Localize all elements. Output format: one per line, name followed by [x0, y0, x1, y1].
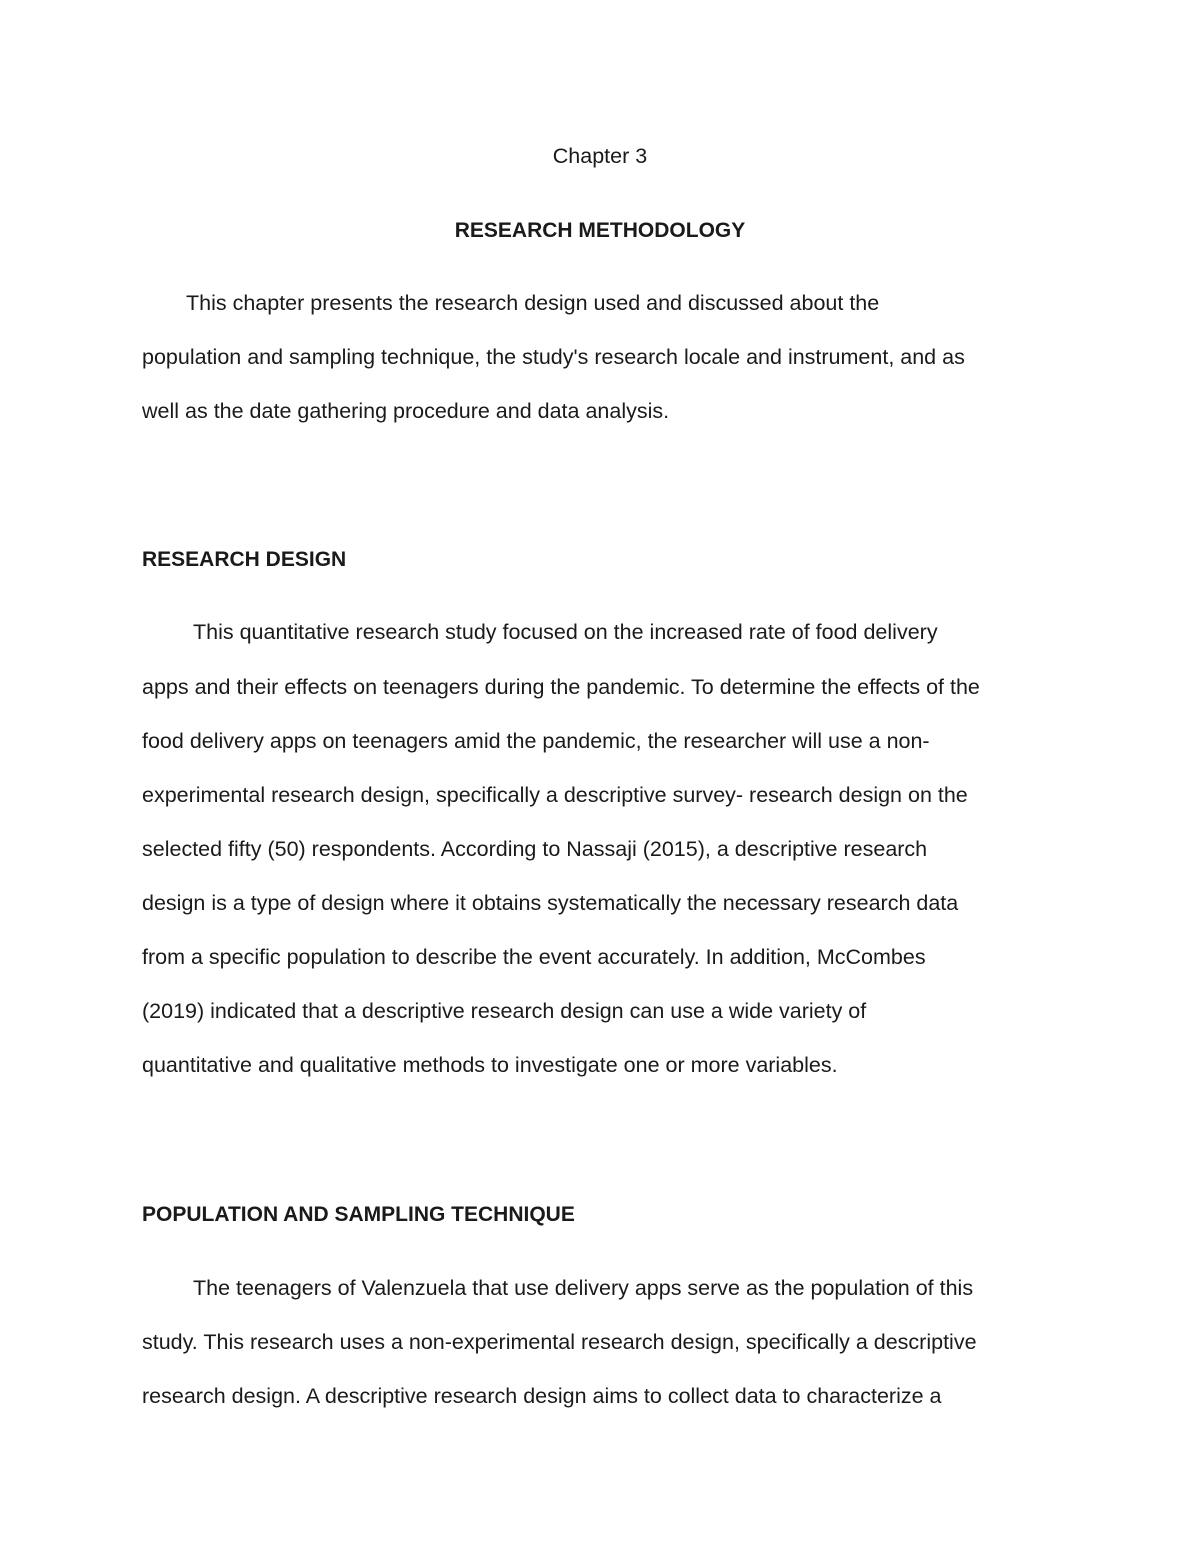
paragraph-line: This chapter presents the research design used and discussed about the [186, 291, 880, 315]
paragraph-line: from a specific population to describe the event accurately. In addition, McCombes [142, 945, 926, 969]
paragraph-line: research design. A descriptive research design aims to collect data to characterize a [142, 1384, 942, 1408]
paragraph-line: study. This research uses a non-experimental research design, specifically a descriptive [142, 1330, 977, 1354]
paragraph-line: food delivery apps on teenagers amid the pandemic, the researcher will use a non- [142, 729, 930, 753]
paragraph-line: The teenagers of Valenzuela that use delivery apps serve as the population of this [193, 1276, 974, 1300]
paragraph-line: (2019) indicated that a descriptive research design can use a wide variety of [142, 999, 867, 1023]
page-title: RESEARCH METHODOLOGY [454, 219, 746, 242]
section-heading-population-sampling: POPULATION AND SAMPLING TECHNIQUE [142, 1203, 575, 1226]
paragraph-line: selected fifty (50) respondents. According to Nassaji (2015), a descriptive research [142, 837, 928, 861]
chapter-label: Chapter 3 [552, 144, 648, 168]
paragraph-line: apps and their effects on teenagers during the pandemic. To determine the effects of the [142, 675, 980, 699]
paragraph-line: This quantitative research study focused on the increased rate of food delivery [193, 620, 938, 644]
paragraph-line: population and sampling technique, the study's research locale and instrument, and as [142, 345, 965, 369]
paragraph-line: design is a type of design where it obtains systematically the necessary research data [142, 891, 959, 915]
paragraph-line: well as the date gathering procedure and data analysis. [142, 399, 670, 423]
section-heading-research-design: RESEARCH DESIGN [142, 548, 347, 571]
paragraph-line: experimental research design, specifically a descriptive survey- research design on the [142, 783, 968, 807]
paragraph-line: quantitative and qualitative methods to investigate one or more variables. [142, 1053, 838, 1077]
